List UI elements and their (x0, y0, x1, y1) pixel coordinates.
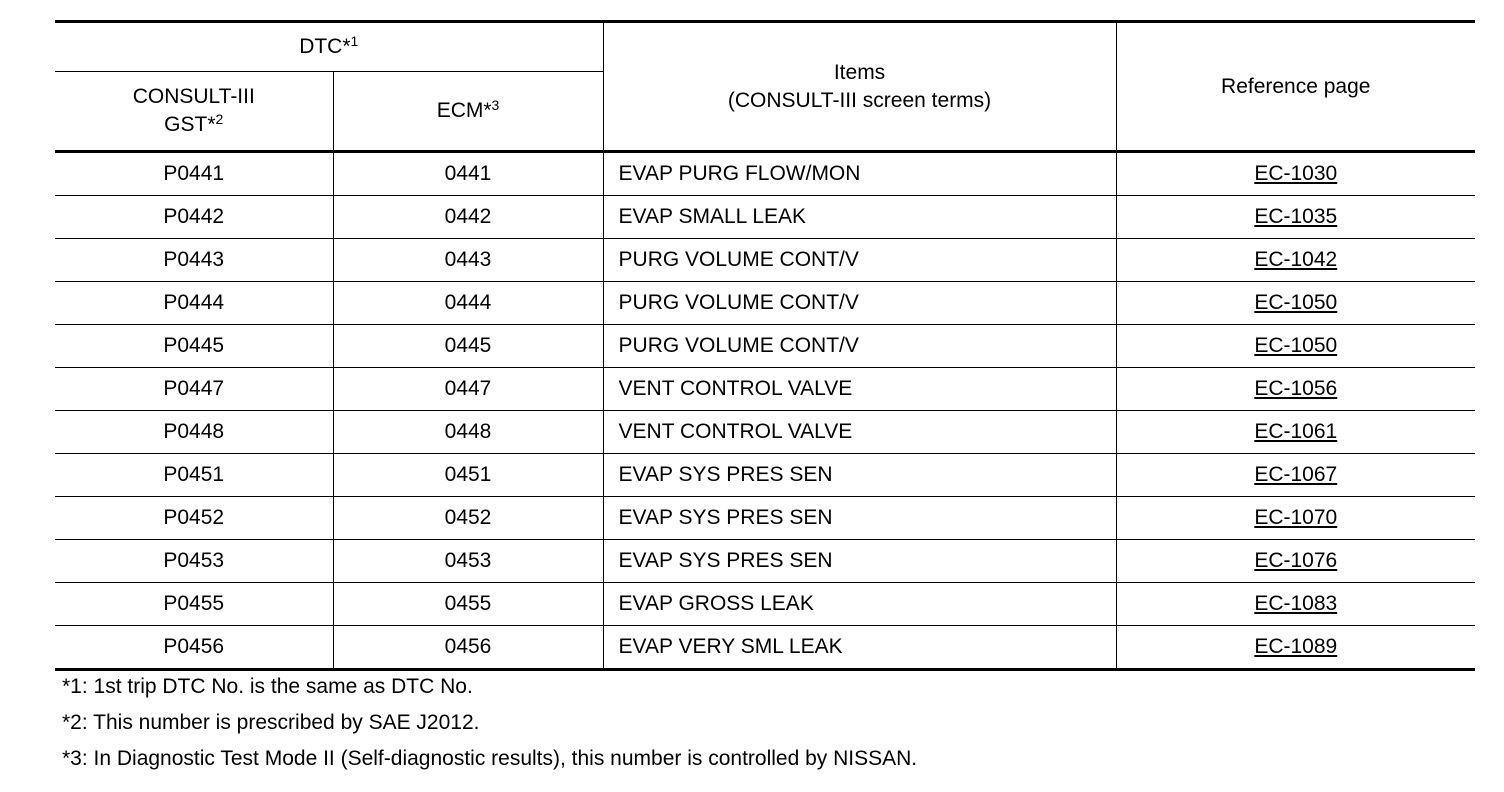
consult-header: CONSULT-III GST*$^2$ (55, 72, 333, 152)
item-term: PURG VOLUME CONT/V (603, 282, 1116, 325)
item-term: PURG VOLUME CONT/V (603, 239, 1116, 282)
item-term: PURG VOLUME CONT/V (603, 325, 1116, 368)
consult-code: P0455 (55, 583, 333, 626)
footnote-2: *2: This number is prescribed by SAE J2012. (62, 711, 480, 734)
reference-link[interactable]: EC-1083 (1254, 592, 1338, 615)
item-term: EVAP PURG FLOW/MON (603, 152, 1116, 196)
item-term: EVAP SYS PRES SEN (603, 497, 1116, 540)
consult-code: P0442 (55, 196, 333, 239)
reference-link[interactable]: EC-1067 (1254, 463, 1338, 486)
item-term: VENT CONTROL VALVE (603, 368, 1116, 411)
reference-link[interactable]: EC-1076 (1254, 549, 1338, 572)
ecm-code: 0444 (333, 282, 603, 325)
ecm-code: 0456 (333, 626, 603, 670)
consult-code: P0445 (55, 325, 333, 368)
reference-header: Reference page (1116, 22, 1475, 152)
reference-link[interactable]: EC-1056 (1254, 377, 1338, 400)
items-header-line2: (CONSULT-III screen terms) (727, 88, 992, 112)
consult-code: P0443 (55, 239, 333, 282)
ecm-code: 0442 (333, 196, 603, 239)
item-term: EVAP SYS PRES SEN (603, 540, 1116, 583)
table-row (55, 540, 1475, 583)
consult-code: P0447 (55, 368, 333, 411)
item-term: EVAP GROSS LEAK (603, 583, 1116, 626)
table-row (55, 239, 1475, 282)
table-row (55, 454, 1475, 497)
table-row (55, 282, 1475, 325)
item-term: VENT CONTROL VALVE (603, 411, 1116, 454)
table-row (55, 411, 1475, 454)
consult-header-line1: CONSULT-III (132, 85, 255, 108)
ecm-code: 0445 (333, 325, 603, 368)
table-row (55, 583, 1475, 626)
table-row (55, 325, 1475, 368)
reference-link[interactable]: EC-1050 (1254, 291, 1338, 314)
consult-code: P0451 (55, 454, 333, 497)
items-header (603, 22, 1116, 152)
consult-code: P0448 (55, 411, 333, 454)
ecm-code: 0453 (333, 540, 603, 583)
reference-link[interactable]: EC-1030 (1254, 162, 1338, 185)
reference-link[interactable]: EC-1070 (1254, 506, 1338, 529)
ecm-code: 0451 (333, 454, 603, 497)
dtc-group-header: DTC*$^1$ (55, 22, 603, 72)
reference-link[interactable]: EC-1042 (1254, 248, 1338, 271)
consult-code: P0452 (55, 497, 333, 540)
ecm-code: 0443 (333, 239, 603, 282)
item-term: EVAP VERY SML LEAK (603, 626, 1116, 670)
table-body (55, 152, 1475, 670)
table-row (55, 497, 1475, 540)
table-row (55, 152, 1475, 196)
ecm-code: 0447 (333, 368, 603, 411)
ecm-code: 0441 (333, 152, 603, 196)
consult-code: P0453 (55, 540, 333, 583)
ecm-code: 0452 (333, 497, 603, 540)
dtc-table (55, 20, 1475, 671)
item-term: EVAP SMALL LEAK (603, 196, 1116, 239)
ecm-code: 0448 (333, 411, 603, 454)
footnotes (62, 672, 917, 780)
table-row (55, 196, 1475, 239)
table-row (55, 368, 1475, 411)
table-row (55, 626, 1475, 670)
reference-link[interactable]: EC-1050 (1254, 334, 1338, 357)
table-header (55, 22, 1475, 152)
reference-link[interactable]: EC-1061 (1254, 420, 1338, 443)
reference-link[interactable]: EC-1035 (1254, 205, 1338, 228)
items-header-line1: Items (833, 60, 886, 84)
item-term: EVAP SYS PRES SEN (603, 454, 1116, 497)
reference-link[interactable]: EC-1089 (1254, 635, 1338, 658)
consult-header-line2: GST* (164, 113, 216, 136)
consult-code: P0444 (55, 282, 333, 325)
ecm-code: 0455 (333, 583, 603, 626)
footnote-3: *3: In Diagnostic Test Mode II (Self-diagnostic results), this number is controlled by NISSAN. (62, 747, 918, 770)
footnote-1: *1: 1st trip DTC No. is the same as DTC No. (62, 675, 473, 698)
ecm-header: ECM*$^3$ (333, 72, 603, 152)
consult-code: P0441 (55, 152, 333, 196)
consult-code: P0456 (55, 626, 333, 670)
